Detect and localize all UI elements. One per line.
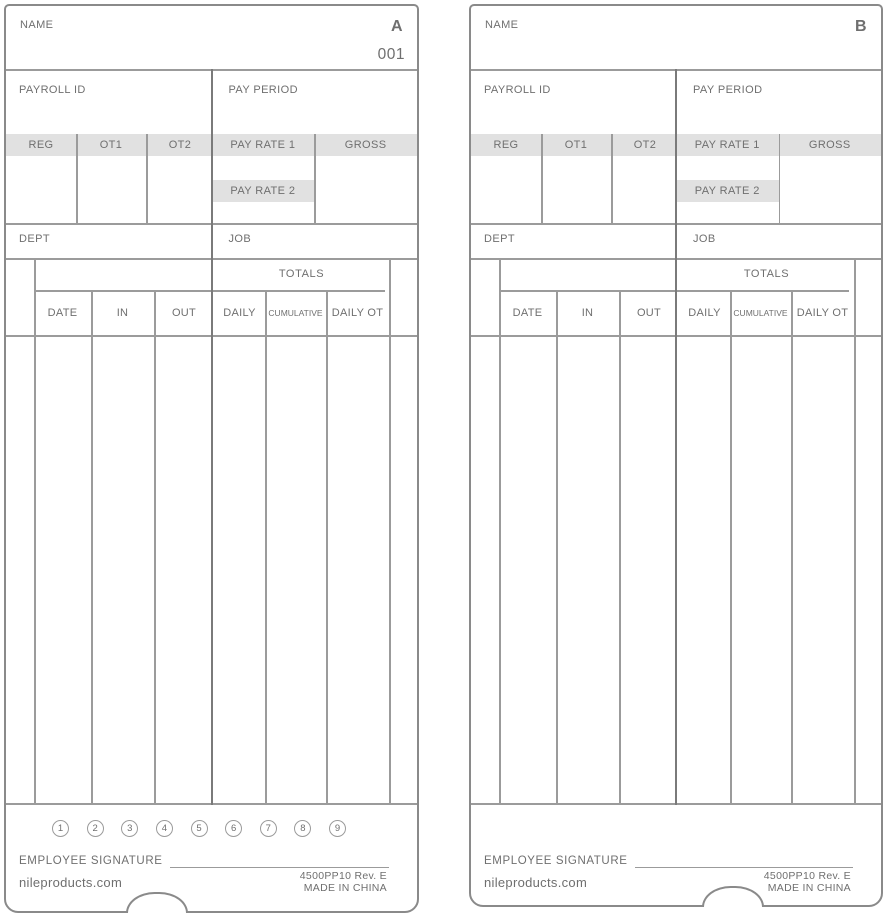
made-in-text: MADE IN CHINA xyxy=(767,882,851,894)
grid-line xyxy=(34,258,36,805)
grid-line xyxy=(265,290,267,805)
name-label: NAME xyxy=(485,19,519,31)
grid-line xyxy=(779,134,781,223)
ot1-column-header: OT1 xyxy=(99,139,123,151)
date-column-header: DATE xyxy=(47,306,78,319)
daily-ot-column-header: DAILY OT xyxy=(331,306,384,319)
stub-number-3: 3 xyxy=(121,820,138,837)
in-column-header: IN xyxy=(581,306,594,319)
gross-column-header: GROSS xyxy=(808,139,851,151)
out-column-header: OUT xyxy=(171,306,197,319)
signature-line xyxy=(170,854,389,868)
time-card-side-a xyxy=(4,4,419,913)
stub-number-row xyxy=(52,820,346,837)
website-text: nileproducts.com xyxy=(484,875,588,890)
name-label: NAME xyxy=(20,19,54,31)
bottom-notch xyxy=(126,892,188,913)
signature-row xyxy=(484,854,853,868)
side-letter-a: A xyxy=(390,18,403,35)
reg-column-header: REG xyxy=(28,139,54,151)
date-column-header: DATE xyxy=(512,306,543,319)
grid-line xyxy=(791,290,793,805)
grid-line xyxy=(730,290,732,805)
reg-column-header: REG xyxy=(493,139,519,151)
grid-line xyxy=(854,258,856,805)
grid-line xyxy=(154,290,156,805)
grid-line xyxy=(389,258,391,805)
job-label: JOB xyxy=(693,233,716,245)
employee-signature-label: EMPLOYEE SIGNATURE xyxy=(484,855,628,867)
stub-number-7: 7 xyxy=(260,820,277,837)
grid-line xyxy=(76,134,78,223)
part-number-text: 4500PP10 Rev. E xyxy=(763,870,851,882)
grid-line xyxy=(91,290,93,805)
bottom-notch xyxy=(702,886,764,907)
grid-line xyxy=(146,134,148,223)
ot2-column-header: OT2 xyxy=(168,139,192,151)
stub-number-2: 2 xyxy=(87,820,104,837)
employee-signature-label: EMPLOYEE SIGNATURE xyxy=(19,855,163,867)
dept-label: DEPT xyxy=(19,233,50,245)
stub-number-6: 6 xyxy=(225,820,242,837)
grid-line xyxy=(499,258,501,805)
signature-row xyxy=(19,854,389,868)
daily-column-header: DAILY xyxy=(223,306,256,319)
stub-number-5: 5 xyxy=(191,820,208,837)
manufacturing-text xyxy=(764,870,851,894)
payroll-id-label: PAYROLL ID xyxy=(484,84,551,96)
grid-line xyxy=(619,290,621,805)
daily-column-header: DAILY xyxy=(688,306,721,319)
made-in-text: MADE IN CHINA xyxy=(303,882,387,894)
cumulative-column-header: CUMULATIVE xyxy=(268,307,323,318)
pay-rate-1-header: PAY RATE 1 xyxy=(694,139,760,151)
stub-number-8: 8 xyxy=(294,820,311,837)
pay-rate-2-band: PAY RATE 2 xyxy=(212,180,315,202)
pay-rate-1-header: PAY RATE 1 xyxy=(230,139,296,151)
payroll-id-label: PAYROLL ID xyxy=(19,84,86,96)
center-divider-line xyxy=(211,69,213,805)
pay-period-label: PAY PERIOD xyxy=(228,84,298,96)
totals-header: TOTALS xyxy=(278,268,325,280)
grid-line xyxy=(326,290,328,805)
part-number-text: 4500PP10 Rev. E xyxy=(299,870,387,882)
side-letter-b: B xyxy=(854,18,867,35)
pay-rate-2-band: PAY RATE 2 xyxy=(676,180,779,202)
daily-ot-column-header: DAILY OT xyxy=(796,306,849,319)
dept-label: DEPT xyxy=(484,233,515,245)
ot2-column-header: OT2 xyxy=(633,139,657,151)
out-column-header: OUT xyxy=(636,306,662,319)
grid-line xyxy=(541,134,543,223)
center-divider-line xyxy=(675,69,677,805)
grid-line xyxy=(611,134,613,223)
totals-header: TOTALS xyxy=(743,268,790,280)
stub-number-9: 9 xyxy=(329,820,346,837)
grid-line xyxy=(314,134,316,223)
manufacturing-text xyxy=(300,870,387,894)
gross-column-header: GROSS xyxy=(344,139,387,151)
card-number: 001 xyxy=(377,46,405,63)
in-column-header: IN xyxy=(116,306,129,319)
job-label: JOB xyxy=(228,233,252,245)
stub-number-4: 4 xyxy=(156,820,173,837)
time-card-side-b xyxy=(469,4,883,907)
cumulative-column-header: CUMULATIVE xyxy=(733,307,788,318)
stub-number-1: 1 xyxy=(52,820,69,837)
grid-line xyxy=(556,290,558,805)
ot1-column-header: OT1 xyxy=(564,139,588,151)
signature-line xyxy=(635,854,853,868)
pay-period-label: PAY PERIOD xyxy=(693,84,763,96)
website-text: nileproducts.com xyxy=(19,875,123,890)
